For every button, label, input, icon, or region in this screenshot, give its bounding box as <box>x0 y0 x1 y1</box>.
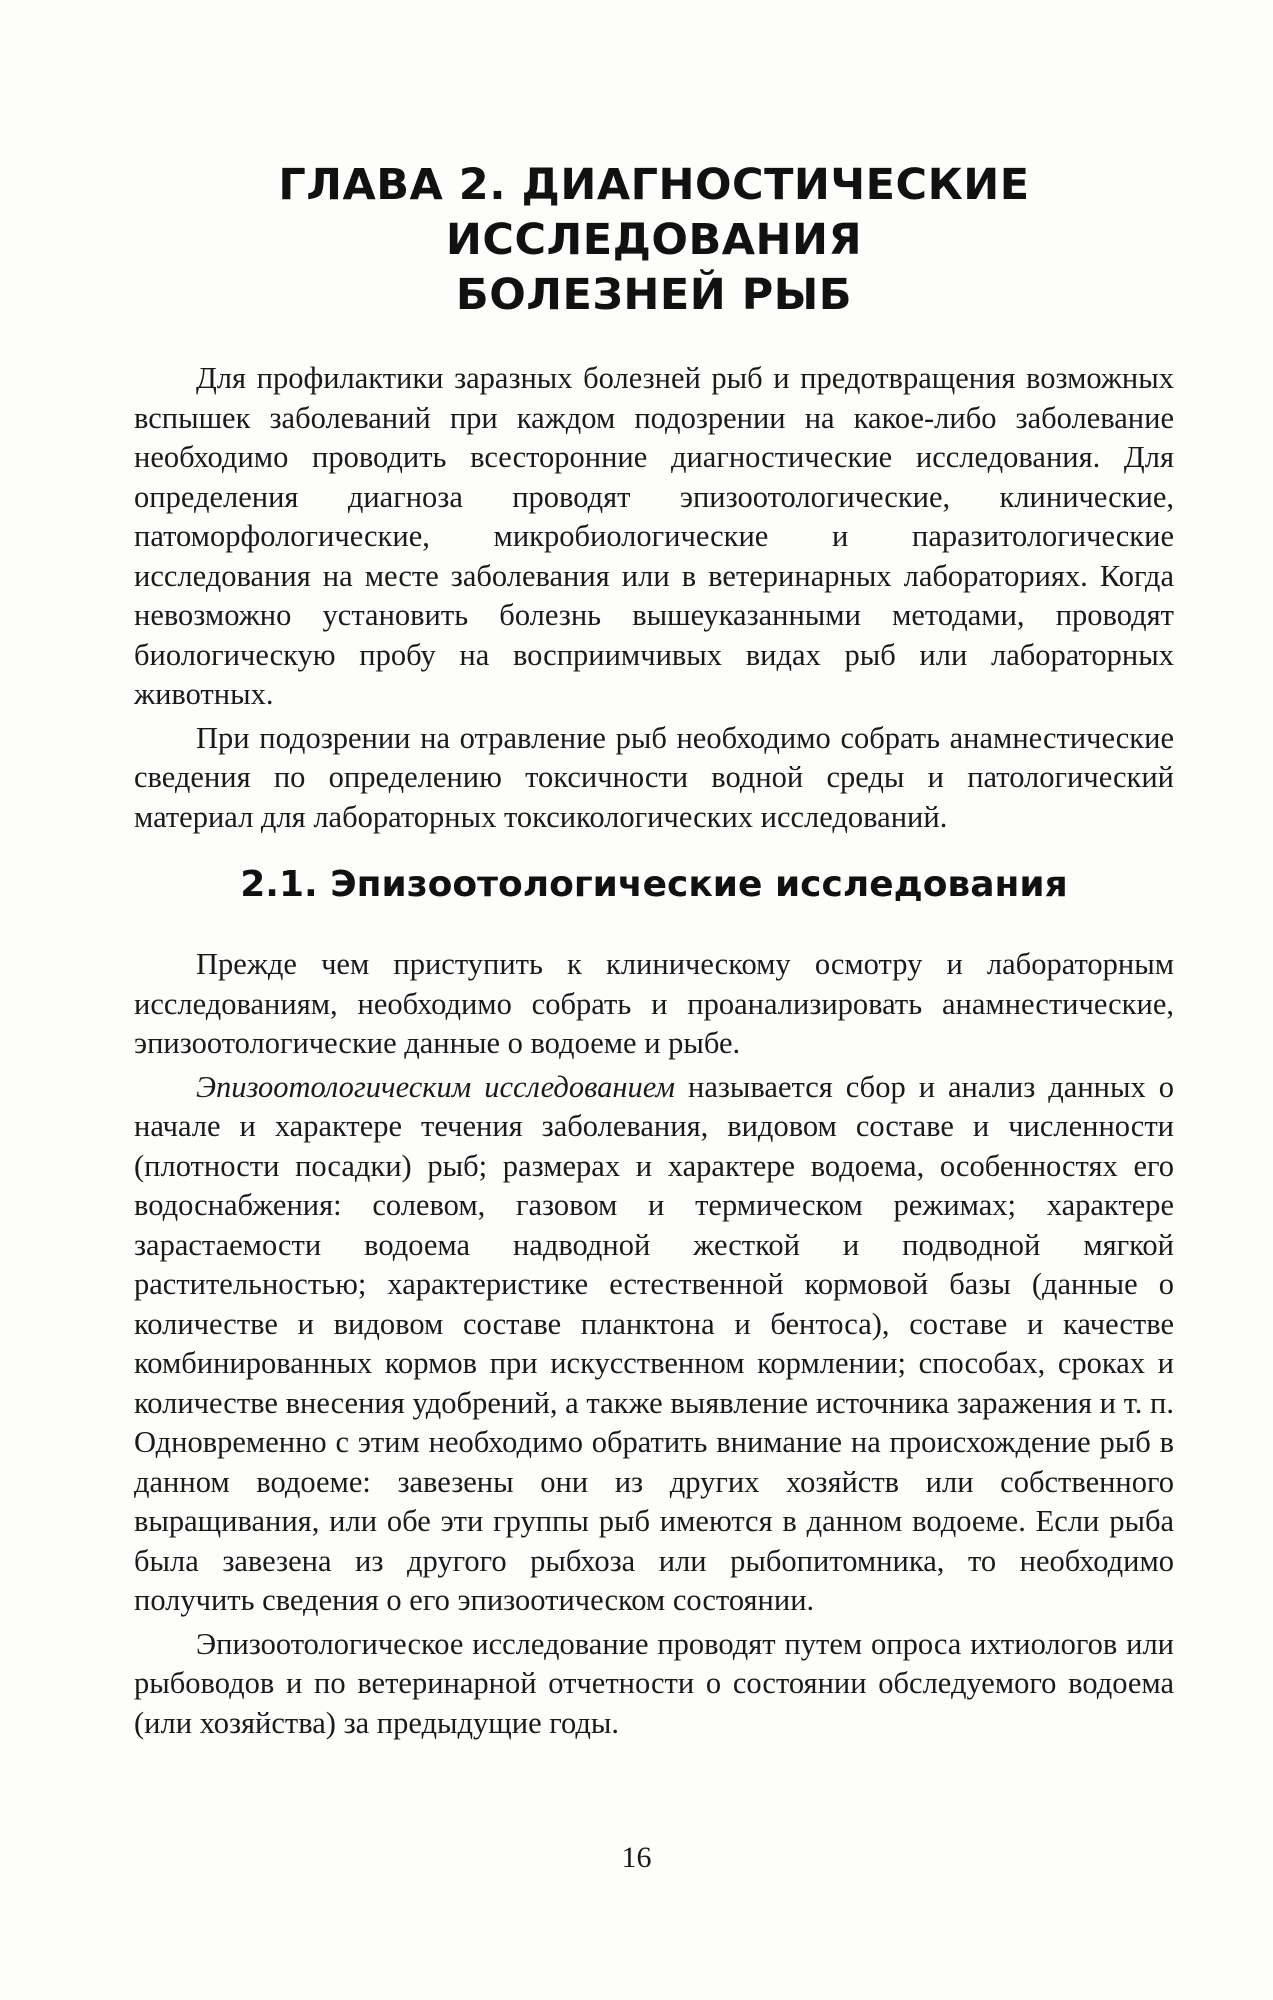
paragraph-diagnostics-intro: Для профилактики заразных болезней рыб и предотвращения возможных вспышек заболеваний при каждом подозрении на какое-либо заболевание необходимо проводить всесторонние диагностические исследования. Для определения диагноза проводят эпизоотологические, клинические, патоморфологические, микробиологические и паразитологические исследования на месте заболевания или в ветеринарных лабораториях. Когда невозможно установить болезнь вышеуказанными методами, проводят биологическую пробу на восприимчивых видах рыб или лабораторных животных. <box>134 361 1174 711</box>
section-title: 2.1. Эпизоотологические исследования <box>240 864 1068 905</box>
page-number: 16 <box>621 1841 652 1874</box>
chapter-title-line-1: ГЛАВА 2. ДИАГНОСТИЧЕСКИЕ ИССЛЕДОВАНИЯ <box>278 160 1030 265</box>
page-content <box>134 158 1174 1743</box>
chapter-title <box>134 158 1174 323</box>
chapter-title-line-2: БОЛЕЗНЕЙ РЫБ <box>455 270 853 320</box>
paragraph-poisoning: При подозрении на отравление рыб необходимо собрать анамнестические сведения по определению токсичности водной среды и патологический материал для лабораторных токсикологических исследований. <box>134 720 1174 834</box>
paragraph-survey-method: Эпизоотологическое исследование проводят путем опроса ихтиологов или рыбоводов и по ветеринарной отчетности о состоянии обследуемого водоема (или хозяйства) за предыдущие годы. <box>134 1626 1174 1740</box>
paragraph-epizootological-definition <box>134 1068 1174 1621</box>
italic-term: Эпизоотологическим исследованием <box>196 1069 676 1104</box>
paragraph-before-examination: Прежде чем приступить к клиническому осмотру и лабораторным исследованиям, необходимо собрать и проанализировать анамнестические, эпизоотологические данные о водоеме и рыбе. <box>134 947 1174 1060</box>
paragraph-definition-text: называется сбор и анализ данных о начале и характере течения заболевания, видовом составе и численности (плотности посадки) рыб; размерах и характере водоема, особенностях его водоснабжения: солевом, газовом и термическом режимах; характере зарастаемости водоема надводной жесткой и подводной мягкой растительностью; характеристике естественной кормовой базы (данные о количестве и видовом составе планктона и бентоса), составе и качестве комбинированных кормов при искусственном кормлении; способах, сроках и количестве внесения удобрений, а также выявление источника заражения и т. п. Одновременно с этим необходимо обратить внимание на происхождение рыб в данном водоеме: завезены они из других хозяйств или собственного выращивания, или обе эти группы рыб имеются в данном водоеме. Если рыба была завезена из другого рыбхоза или рыбопитомника, то необходимо получить сведения о его эпизоотическом состоянии. <box>134 1069 1174 1617</box>
